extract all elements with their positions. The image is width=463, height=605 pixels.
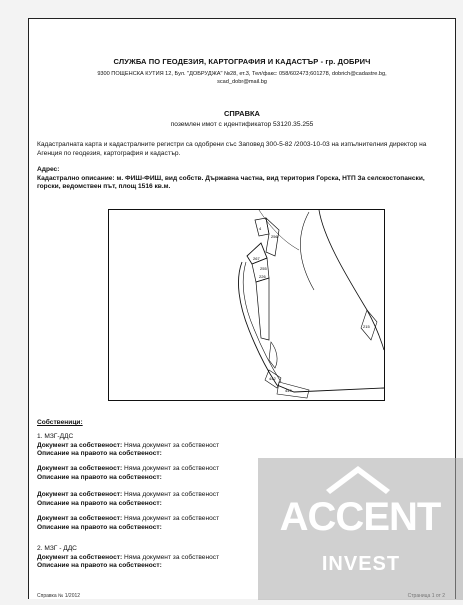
doc-value: Няма документ за собственост	[124, 491, 220, 498]
doc-label: Документ за собственост:	[37, 491, 123, 498]
ownership-right-label: Описание на правото на собственост:	[37, 523, 162, 531]
owner-1-doc-3	[37, 491, 219, 508]
footer-left: Справка № 1/2012	[37, 593, 81, 599]
document-title: СПРАВКА	[224, 109, 260, 118]
owner-1-name: 1. МЗГ-ДДС	[37, 433, 74, 440]
cadastral-map-drawing	[109, 210, 384, 400]
agency-address	[29, 70, 455, 86]
parcel-label-255: 255	[260, 266, 267, 271]
parcel-label-267: 267	[253, 256, 260, 261]
logo-brand-text: ACCENT	[279, 495, 441, 539]
cadastral-description: Кадастрално описание: м. ФИШ-ФИШ, вид собств. Държавна частна, вид територия Горска, НТП За селскостопански, горски, ведомствен път, площ 1516 кв.м.	[37, 174, 425, 191]
doc-value: Няма документ за собственост	[124, 515, 220, 522]
doc-label: Документ за собственост:	[37, 515, 123, 522]
cadastral-map	[108, 209, 385, 401]
accent-invest-watermark-logo	[258, 458, 463, 600]
owner-1-doc-2	[37, 465, 219, 482]
accent-invest-logo-graphic	[258, 458, 463, 600]
ownership-right-label: Описание на правото на собственост:	[37, 499, 162, 507]
address-block	[37, 166, 447, 192]
agency-address-line2: scad_dobr@mail.bg	[217, 79, 267, 85]
ownership-doc-row	[37, 465, 219, 474]
owner-1-block	[37, 433, 219, 459]
parcel-label-215: 215	[363, 324, 370, 329]
doc-label: Документ за собственост:	[37, 553, 123, 561]
ownership-right-label: Описание на правото на собственост:	[37, 473, 162, 481]
ownership-doc-row	[37, 442, 219, 451]
parcel-label-226: 226	[259, 274, 266, 279]
doc-value: Няма документ за собственост	[124, 441, 220, 449]
ownership-doc-row	[37, 491, 219, 500]
approval-text: Кадастралната карта и кадастралните регистри са одобрени със Заповед 300-5-82 /2003-10-03 на изпълнителния директор на Агенция по геодезия, картография и кадастър.	[37, 141, 427, 157]
ownership-doc-row	[37, 515, 219, 524]
ownership-right-label: Описание на правото на собственост:	[37, 562, 162, 569]
doc-value: Няма документ за собственост	[124, 553, 220, 561]
parcel-label-256: 256	[271, 234, 278, 239]
parcel-label-4: 4	[259, 226, 262, 231]
owners-heading	[37, 419, 83, 428]
owner-2-name: 2. МЗГ - ДДС	[37, 545, 77, 552]
owners-heading-text: Собственици:	[37, 419, 83, 426]
document-subtitle: поземлен имот с идентификатор 53120.35.255	[170, 121, 314, 128]
agency-address-line1: 9300 ПОЩЕНСКА КУТИЯ 12, Бул. "ДОБРУДЖА" №28, ет.3, Тел/факс: 058/602473;601278, dobrich@cadastre.bg,	[97, 71, 387, 77]
owner-1-doc-4	[37, 515, 219, 532]
doc-value: Няма документ за собственост	[124, 465, 220, 472]
doc-label: Документ за собственост:	[37, 465, 123, 472]
ownership-right-label: Описание на правото на собственост:	[37, 450, 162, 457]
address-label: Адрес:	[37, 166, 60, 174]
ownership-doc-row	[37, 554, 219, 563]
owner-2-block	[37, 545, 219, 571]
agency-heading: СЛУЖБА ПО ГЕОДЕЗИЯ, КАРТОГРАФИЯ И КАДАСТЪР - гр. ДОБРИЧ	[113, 57, 371, 66]
logo-sub-text: INVEST	[321, 553, 401, 575]
parcel-label-449: 449	[285, 388, 292, 393]
parcel-label-442: 442	[269, 376, 276, 381]
doc-label: Документ за собственост:	[37, 441, 123, 449]
